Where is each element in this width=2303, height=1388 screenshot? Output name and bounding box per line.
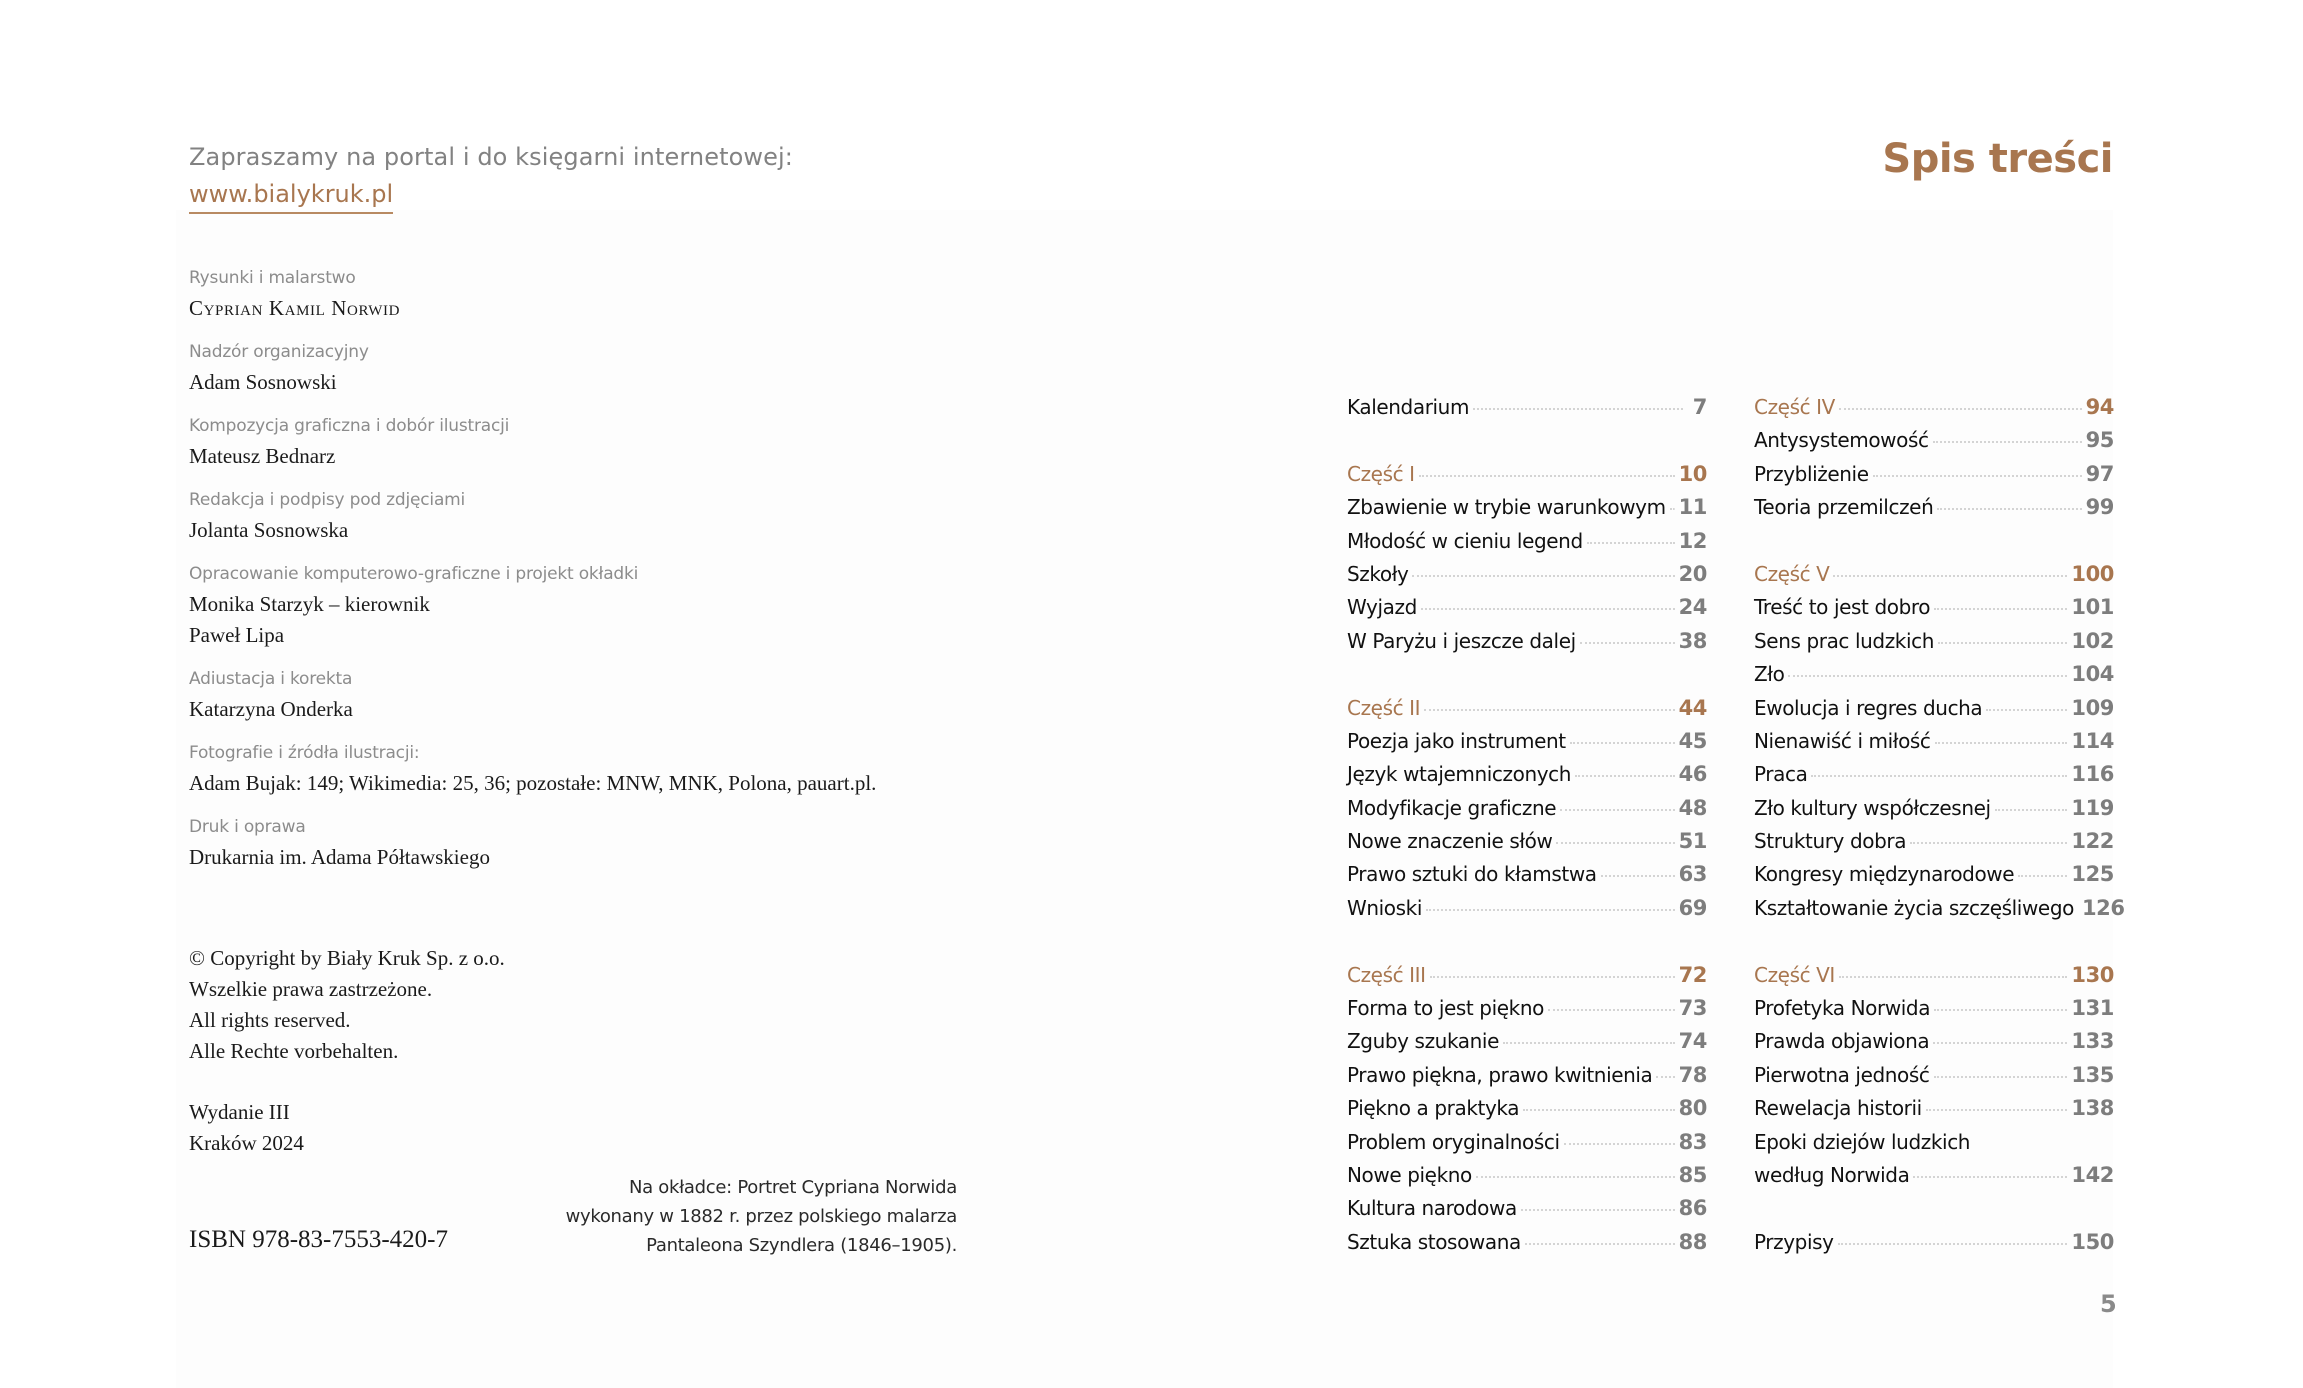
toc-column-2 [1754,395,2125,1263]
toc-spacer [1754,529,2114,562]
toc-page-number: 45 [1678,728,1707,753]
toc-entry[interactable] [1754,729,2114,762]
dot-leader [1986,709,2067,711]
cover-note [566,1173,957,1260]
toc-entry-title: Ewolucja i regres ducha [1754,695,1983,720]
toc-entry[interactable] [1347,1029,1707,1062]
dot-leader [2018,875,2067,877]
toc-part-entry[interactable] [1754,562,2114,595]
dot-leader [1424,709,1674,711]
credit-value: Katarzyna Onderka [189,697,353,721]
toc-entry[interactable] [1347,1096,1707,1129]
toc-page-number: 94 [2085,395,2114,419]
portal-invite-text: Zapraszamy na portal i do księgarni internetowej: [189,143,793,171]
toc-page-number: 133 [2071,1029,2114,1054]
credit-block [189,268,989,324]
dot-leader [1421,608,1675,610]
toc-entry[interactable] [1754,1096,2114,1129]
credit-value: Paweł Lipa [189,623,285,647]
toc-spacer [1754,929,2114,962]
credit-label: Opracowanie komputerowo-graficzne i projekt okładki [189,564,639,584]
credit-value: Mateusz Bednarz [189,444,336,468]
toc-spacer [1754,1196,2114,1229]
toc-entry-title: Kalendarium [1347,395,1470,419]
toc-entry[interactable] [1347,762,1707,795]
toc-entry[interactable] [1754,428,2114,461]
toc-entry-title: Część VI [1754,962,1835,987]
toc-entry[interactable] [1754,762,2114,795]
dot-leader [1934,1009,2067,1011]
toc-page-number: 72 [1678,962,1707,987]
toc-page-number: 102 [2071,628,2114,653]
toc-entry-title: Rewelacja historii [1754,1096,1922,1121]
toc-entry[interactable] [1347,829,1707,862]
website-link[interactable]: www.bialykruk.pl [189,180,393,214]
toc-spacer [1347,929,1707,962]
dot-leader [1570,742,1675,744]
credit-block [189,817,989,873]
credit-label: Druk i oprawa [189,817,306,837]
toc-entry[interactable] [1754,1130,2114,1163]
toc-entry-title: Sztuka stosowana [1347,1229,1521,1254]
toc-page-number: 150 [2071,1229,2114,1254]
toc-entry-title: Prawo sztuki do kłamstwa [1347,862,1597,887]
toc-entry-title: Język wtajemniczonych [1347,762,1572,787]
toc-part-entry[interactable] [1347,462,1707,495]
dot-leader [1833,575,2067,577]
dot-leader [1839,408,2082,410]
toc-entry[interactable] [1754,462,2114,495]
credit-block [189,490,989,546]
credit-block [189,743,989,799]
toc-entry-title: Nowe znaczenie słów [1347,829,1553,854]
toc-entry-title: W Paryżu i jeszcze dalej [1347,628,1576,653]
toc-entry[interactable] [1754,1063,2114,1096]
credit-value: Adam Sosnowski [189,370,337,394]
toc-entry[interactable] [1347,629,1707,662]
dot-leader [1937,508,2081,510]
toc-entry[interactable] [1347,529,1707,562]
dot-leader [1560,809,1674,811]
toc-entry-title: Część IV [1754,395,1835,419]
toc-part-entry[interactable] [1347,963,1707,996]
edition-block [189,1097,304,1159]
page-number: 5 [2100,1290,2117,1318]
toc-entry-title: Część I [1347,461,1415,486]
dot-leader [1503,1042,1675,1044]
dot-leader [1934,1076,2068,1078]
toc-page-number: 74 [1678,1029,1707,1054]
rights-reserved-en: All rights reserved. [189,1008,351,1032]
toc-page-number: 78 [1678,1062,1707,1087]
dot-leader [1811,775,2067,777]
toc-entry-title: Wyjazd [1347,595,1417,620]
credit-block [189,416,989,472]
dot-leader [1933,1042,2067,1044]
rights-reserved-pl: Wszelkie prawa zastrzeżone. [189,977,433,1001]
toc-page-number: 7 [1692,395,1707,419]
dot-leader [1426,909,1675,911]
toc-entry[interactable] [1347,495,1707,528]
toc-page-number: 10 [1678,461,1707,486]
toc-page-number: 101 [2071,595,2114,620]
toc-entry-title: według Norwida [1754,1162,1910,1187]
toc-page-number: 109 [2071,695,2114,720]
dot-leader [1935,742,2068,744]
toc-entry-title: Praca [1754,762,1808,787]
toc-entry[interactable] [1347,1163,1707,1196]
toc-entry-title: Część V [1754,561,1830,586]
toc-page-number: 104 [2071,662,2114,687]
toc-page-number: 126 [2081,895,2125,920]
dot-leader [1934,608,2067,610]
toc-column-1 [1347,395,1707,1263]
toc-page-number: 135 [2071,1062,2114,1087]
toc-part-entry[interactable] [1754,395,2114,428]
credit-block [189,564,989,651]
toc-entry[interactable] [1347,729,1707,762]
toc-entry[interactable] [1754,629,2114,662]
toc-entry-title: Piękno a praktyka [1347,1096,1520,1121]
toc-entry[interactable] [1754,862,2114,895]
toc-page-number: 100 [2071,561,2114,586]
toc-entry[interactable] [1754,1029,2114,1062]
toc-entry[interactable] [1754,1163,2114,1196]
credit-value: Cyprian Kamil Norwid [189,296,401,320]
toc-page-number: 86 [1678,1196,1707,1221]
toc-entry[interactable] [1347,996,1707,1029]
toc-entry-title: Przybliżenie [1754,461,1869,486]
dot-leader [1601,875,1675,877]
toc-entry-title: Struktury dobra [1754,829,1907,854]
toc-page-number: 122 [2071,829,2114,854]
toc-page-number: 85 [1678,1162,1707,1187]
cover-note-line: Pantaleona Szyndlera (1846–1905). [646,1235,957,1256]
toc-entry-title: Profetyka Norwida [1754,996,1931,1021]
toc-entry-title: Epoki dziejów ludzkich [1754,1129,1971,1154]
toc-page-number: 130 [2071,962,2114,987]
toc-entry[interactable] [1347,796,1707,829]
toc-entry-title: Problem oryginalności [1347,1129,1560,1154]
toc-title: Spis treści [1882,136,2113,182]
toc-page-number: 20 [1678,561,1707,586]
toc-entry[interactable] [1754,796,2114,829]
dot-leader [1419,475,1675,477]
toc-page-number: 11 [1678,495,1707,520]
edition-number: Wydanie III [189,1100,290,1124]
toc-entry[interactable] [1754,595,2114,628]
toc-page-number: 114 [2071,728,2114,753]
toc-entry[interactable] [1754,996,2114,1029]
copyright-line: © Copyright by Biały Kruk Sp. z o.o. [189,946,505,970]
toc-page-number: 142 [2071,1162,2114,1187]
toc-spacer [1347,662,1707,695]
edition-place-year: Kraków 2024 [189,1131,304,1155]
toc-page-number: 46 [1678,762,1707,787]
toc-entry[interactable] [1347,395,1707,428]
toc-entry-title: Część III [1347,962,1426,987]
dot-leader [1938,642,2067,644]
toc-entry-title: Zło kultury współczesnej [1754,795,1991,820]
dot-leader [1523,1109,1674,1111]
dot-leader [1670,508,1675,510]
toc-page-number: 83 [1678,1129,1707,1154]
toc-page-number: 99 [2085,495,2114,520]
toc-page-number: 97 [2085,461,2114,486]
credit-label: Nadzór organizacyjny [189,342,369,362]
toc-part-entry[interactable] [1754,963,2114,996]
toc-entry-title: Wnioski [1347,895,1423,920]
toc-entry-title: Modyfikacje graficzne [1347,795,1557,820]
dot-leader [1412,575,1674,577]
cover-note-line: wykonany w 1882 r. przez polskiego malarza [565,1206,957,1227]
toc-entry-title: Przypisy [1754,1229,1834,1254]
credits-list [189,268,989,891]
credit-label: Rysunki i malarstwo [189,268,356,288]
credit-value: Adam Bujak: 149; Wikimedia: 25, 36; pozostałe: MNW, MNK, Polona, pauart.pl. [189,771,877,795]
rights-block [189,943,505,1067]
toc-page-number: 116 [2071,762,2114,787]
toc-entry[interactable] [1347,562,1707,595]
toc-spacer [1347,428,1707,461]
dot-leader [1525,1243,1675,1245]
toc-entry-title: Nienawiść i miłość [1754,728,1931,753]
dot-leader [1933,441,2082,443]
toc-entry-title: Część II [1347,695,1421,720]
toc-part-entry[interactable] [1347,696,1707,729]
cover-note-line: Na okładce: Portret Cypriana Norwida [628,1177,957,1198]
dot-leader [1476,1176,1675,1178]
toc-entry-title: Forma to jest piękno [1347,996,1544,1021]
credit-value: Drukarnia im. Adama Półtawskiego [189,845,490,869]
dot-leader [1788,675,2067,677]
dot-leader [1873,475,2082,477]
dot-leader [1839,976,2067,978]
toc-entry-title: Kongresy międzynarodowe [1754,862,2015,887]
toc-entry[interactable] [1754,662,2114,695]
toc-entry-title: Prawo piękna, prawo kwitnienia [1347,1062,1653,1087]
toc-entry-title: Kształtowanie życia szczęśliwego [1754,895,2074,920]
toc-page-number: 24 [1678,595,1707,620]
toc-entry[interactable] [1754,895,2125,929]
dot-leader [1430,976,1675,978]
dot-leader [1575,775,1675,777]
isbn: ISBN 978-83-7553-420-7 [189,1226,449,1253]
toc-page-number: 119 [2071,795,2114,820]
toc-entry-title: Nowe piękno [1347,1162,1472,1187]
toc-entry[interactable] [1754,696,2114,729]
toc-entry[interactable] [1347,1196,1707,1229]
credit-label: Adiustacja i korekta [189,669,353,689]
toc-entry[interactable] [1347,1130,1707,1163]
dot-leader [1564,1143,1675,1145]
toc-entry-title: Pierwotna jedność [1754,1062,1930,1087]
toc-entry-title: Zguby szukanie [1347,1029,1499,1054]
toc-page-number: 138 [2071,1096,2114,1121]
toc-entry-title: Zbawienie w trybie warunkowym [1347,495,1666,520]
toc-page-number: 125 [2071,862,2114,887]
credit-value: Monika Starzyk – kierownik [189,592,430,616]
rights-reserved-de: Alle Rechte vorbehalten. [189,1039,399,1063]
toc-page-number: 48 [1678,795,1707,820]
toc-entry-title: Szkoły [1347,561,1409,586]
dot-leader [1910,842,2067,844]
toc-entry-title: Prawda objawiona [1754,1029,1930,1054]
dot-leader [1995,809,2068,811]
dot-leader [1926,1109,2068,1111]
credit-block [189,669,989,725]
toc-entry-title: Kultura narodowa [1347,1196,1517,1221]
toc-page-number: 73 [1678,996,1707,1021]
toc-page-number: 44 [1678,695,1707,720]
toc-page-number: 95 [2085,428,2114,453]
toc-entry-title: Treść to jest dobro [1754,595,1931,620]
credit-label: Kompozycja graficzna i dobór ilustracji [189,416,510,436]
toc-entry[interactable] [1347,896,1707,929]
credit-value: Jolanta Sosnowska [189,518,349,542]
toc-page-number: 131 [2071,996,2114,1021]
credit-label: Fotografie i źródła ilustracji: [189,743,420,763]
toc-page-number: 69 [1678,895,1707,920]
dot-leader [1473,408,1683,410]
dot-leader [1548,1009,1675,1011]
toc-entry[interactable] [1347,862,1707,895]
toc-entry-title: Teoria przemilczeń [1754,495,1934,520]
toc-entry[interactable] [1347,1063,1707,1096]
dot-leader [1556,842,1674,844]
credit-block [189,342,989,398]
dot-leader [1913,1176,2067,1178]
toc-entry-title: Antysystemowość [1754,428,1929,453]
dot-leader [1838,1243,2068,1245]
toc-entry-title: Młodość w cieniu legend [1347,528,1583,553]
toc-entry[interactable] [1347,595,1707,628]
credit-label: Redakcja i podpisy pod zdjęciami [189,490,466,510]
toc-entry-title: Sens prac ludzkich [1754,628,1935,653]
toc-page-number: 80 [1678,1096,1707,1121]
toc-entry[interactable] [1347,1230,1707,1263]
toc-entry[interactable] [1754,495,2114,528]
toc-entry-title: Zło [1754,662,1785,687]
toc-page-number: 38 [1678,628,1707,653]
toc-entry-title: Poezja jako instrument [1347,728,1566,753]
toc-page-number: 88 [1678,1229,1707,1254]
toc-entry[interactable] [1754,829,2114,862]
dot-leader [1587,542,1675,544]
dot-leader [1656,1076,1674,1078]
toc-page-number: 12 [1678,528,1707,553]
dot-leader [1580,642,1675,644]
toc-page-number: 51 [1678,829,1707,854]
dot-leader [1521,1209,1675,1211]
toc-entry[interactable] [1754,1230,2114,1263]
toc-page-number: 63 [1678,862,1707,887]
